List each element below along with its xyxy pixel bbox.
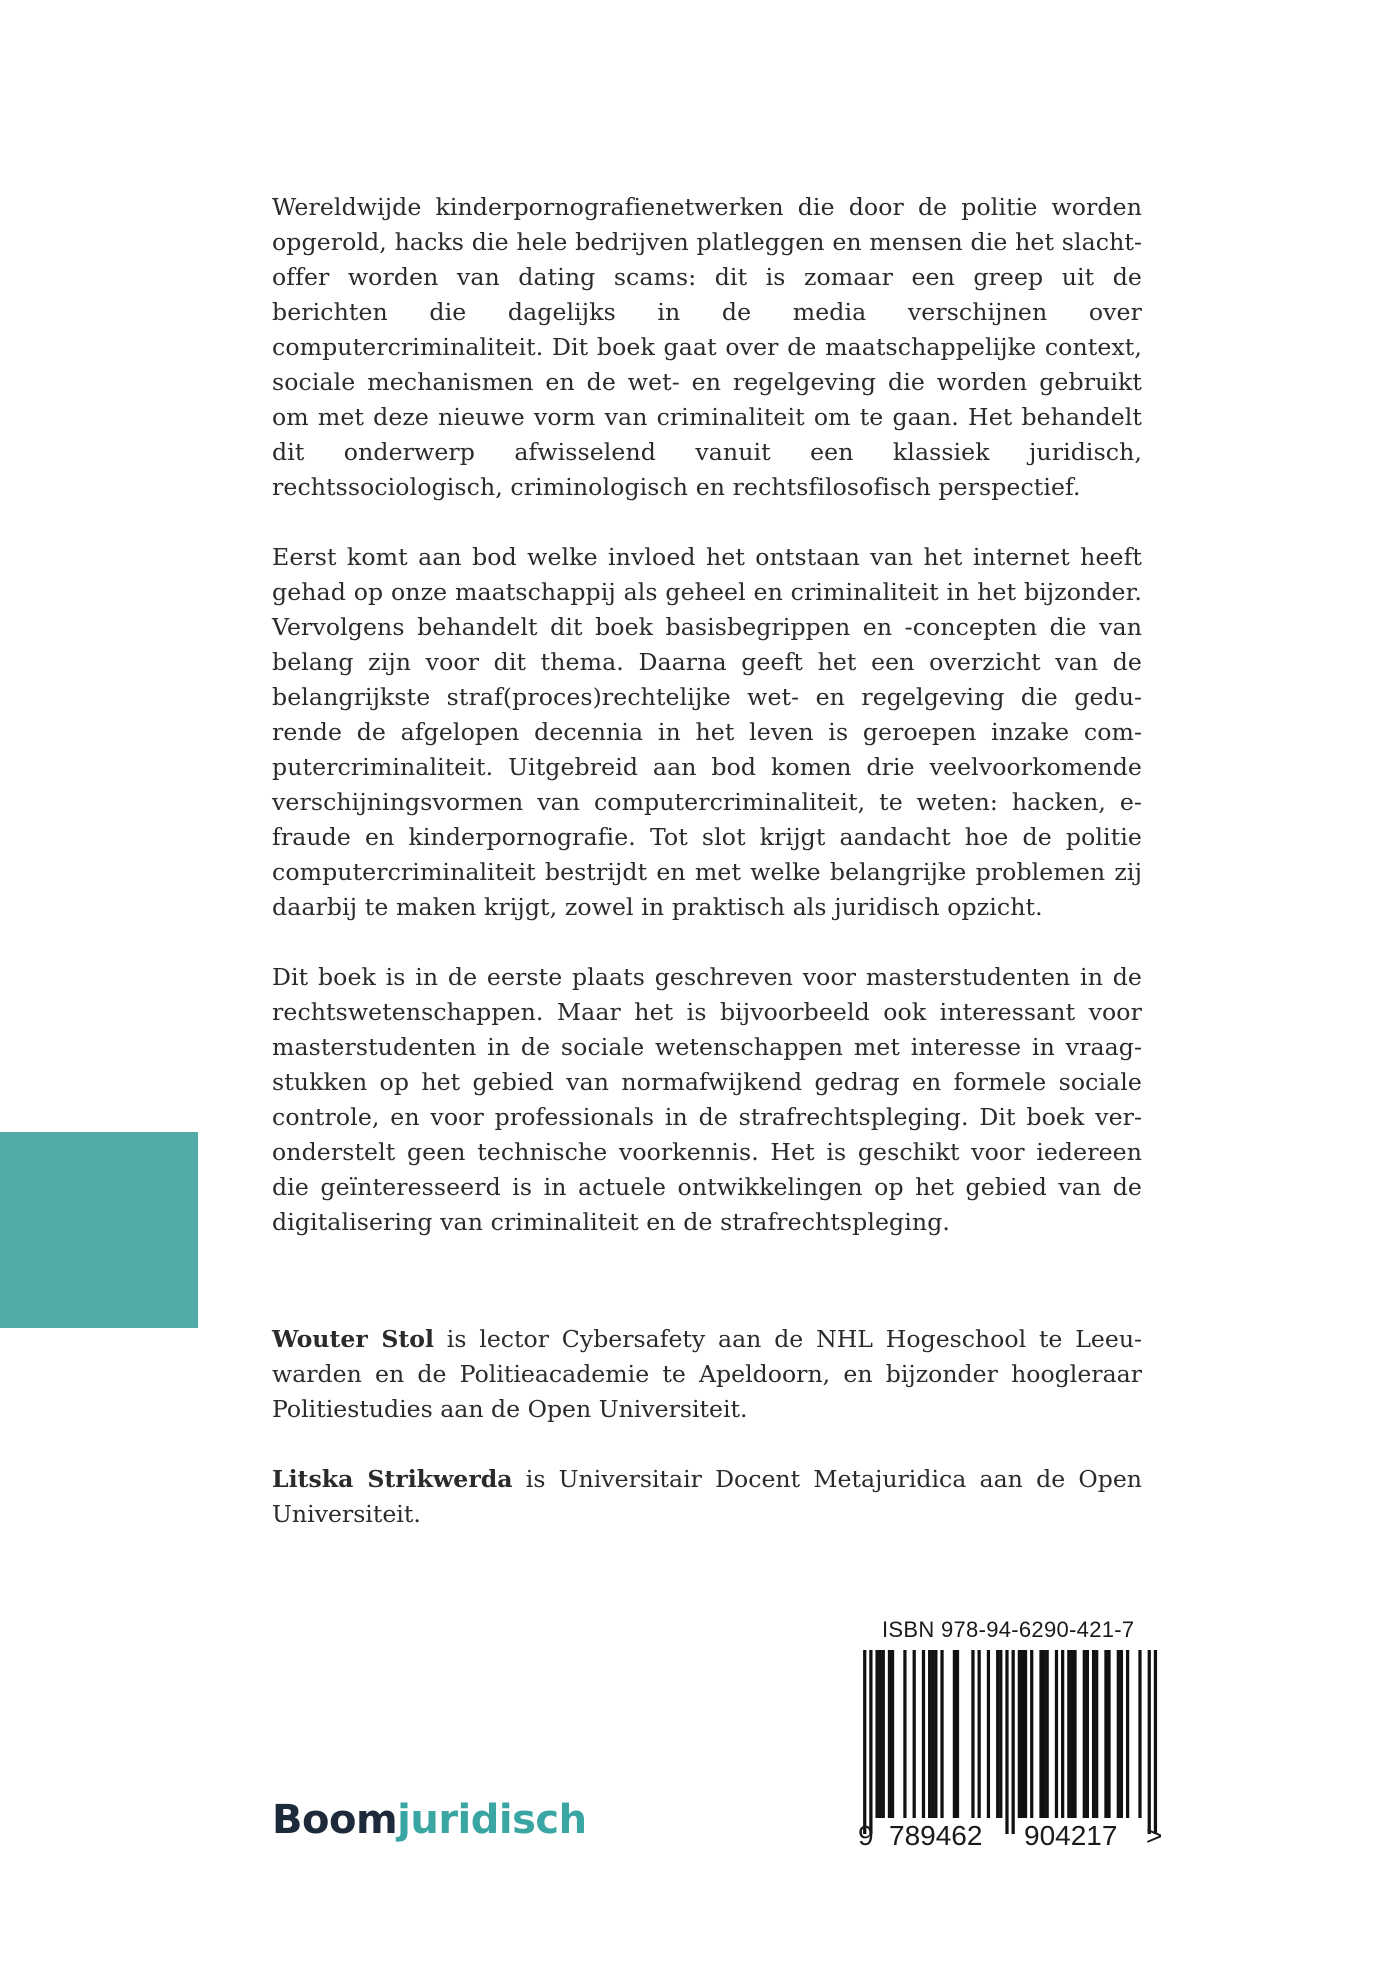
barcode-bar — [1120, 1650, 1123, 1818]
teal-accent-block — [0, 1132, 198, 1328]
barcode-bar — [971, 1650, 974, 1818]
barcode-bar — [1138, 1650, 1141, 1818]
author-bio-1 — [272, 1322, 1142, 1427]
barcode-bar — [1042, 1650, 1045, 1818]
barcode-bar — [931, 1650, 934, 1818]
barcode-bar — [1012, 1650, 1015, 1834]
barcode-bar — [934, 1650, 937, 1818]
barcode-bar — [987, 1650, 990, 1818]
barcode-bar — [1024, 1650, 1027, 1818]
barcode-digits-group-1: 789462 — [889, 1820, 983, 1851]
barcode-bar — [882, 1650, 885, 1818]
author-bio-text-1: is lector Cybersafety aan de NHL Hogeschool te Leeuwarden en de Politieacademie te Apeldoorn, en bijzonder hoogleraar Politiestudies aan de Open Universiteit. — [272, 1325, 1142, 1423]
blurb-text — [272, 190, 1142, 1275]
publisher-logo-juridisch: juridisch — [397, 1797, 587, 1843]
barcode-bar — [903, 1650, 906, 1818]
blurb-paragraph-1: Wereldwijde kinderpornografienetwerken die door de politie worden opgerold, hacks die hele bedrijven platleggen en mensen die het slachtoffer worden van dating scams: dit is zomaar een greep uit de berichten die dagelijks in de media verschijnen over computercriminaliteit. Dit boek gaat over de maatschappelijke context, sociale mechanismen en de wet- en regelgeving die worden gebruikt om met deze nieuwe vorm van criminaliteit om te gaan. Het behandelt dit onderwerp afwisselend vanuit een klassiek juridisch, rechtssociologisch, criminologisch en rechtsfilosofisch perspectief. — [272, 193, 1142, 501]
barcode-bar — [1104, 1650, 1107, 1818]
barcode-bar — [1126, 1650, 1129, 1818]
barcode-bar — [1030, 1650, 1033, 1818]
isbn-barcode — [860, 1650, 1160, 1834]
barcode-bar — [891, 1650, 894, 1818]
author-bio-2 — [272, 1462, 1142, 1532]
barcode-bar — [1021, 1650, 1024, 1818]
barcode-bar — [956, 1650, 959, 1818]
barcode-bar — [1148, 1650, 1151, 1834]
barcode-bar — [869, 1650, 872, 1834]
publisher-logo-boom: Boom — [272, 1797, 398, 1843]
barcode-bar — [1107, 1650, 1110, 1818]
barcode-bar — [1070, 1650, 1073, 1818]
barcode-bar — [1018, 1650, 1021, 1818]
barcode-digits-group-2: 904217 — [1024, 1820, 1118, 1851]
barcode-bar — [1055, 1650, 1058, 1818]
barcode-bar — [1067, 1650, 1070, 1818]
author-name-2: Litska Strikwerda — [272, 1465, 513, 1493]
barcode-bar — [1154, 1650, 1157, 1834]
barcode-bar — [1095, 1650, 1098, 1818]
barcode-bar — [1046, 1650, 1049, 1818]
barcode-bar — [996, 1650, 999, 1818]
barcode-bar — [1073, 1650, 1076, 1818]
author-name-1: Wouter Stol — [272, 1325, 434, 1353]
barcode-bar — [1092, 1650, 1095, 1818]
barcode-bar — [1083, 1650, 1086, 1818]
barcode-bar — [888, 1650, 891, 1818]
barcode-bar — [1086, 1650, 1089, 1818]
barcode-bar — [863, 1650, 866, 1834]
publisher-logo — [272, 1797, 587, 1843]
barcode-bar — [913, 1650, 916, 1818]
blurb-paragraph-3: Dit boek is in de eerste plaats geschreven voor masterstudenten in de rechtswetenschappen. Maar het is bijvoorbeeld ook interessant voor masterstudenten in de sociale wetenschappen met interesse in vraagstukken op het gebied van normafwijkend gedrag en formele sociale controle, en voor professionals in de strafrechtspleging. Dit boek veronderstelt geen technische voorkennis. Het is geschikt voor iedereen die geïnteresseerd is in actuele ontwikkelingen op het gebied van de digitalisering van criminaliteit en de strafrechtspleging. — [272, 963, 1142, 1236]
barcode-bar — [1117, 1650, 1120, 1818]
barcode-digit-first: 9 — [858, 1820, 874, 1851]
isbn-label: ISBN 978-94-6290-421-7 — [882, 1617, 1135, 1642]
barcode-bar — [940, 1650, 943, 1818]
barcode-bar — [953, 1650, 956, 1818]
barcode-bar — [999, 1650, 1002, 1818]
author-bios — [272, 1322, 1142, 1567]
author-bio-text-2: is Universitair Docent Metajuridica aan de Open Universiteit. — [272, 1465, 1142, 1528]
barcode-bar — [922, 1650, 925, 1818]
barcode-bar — [1039, 1650, 1042, 1818]
barcode-bar — [879, 1650, 882, 1818]
barcode-arrow: > — [1146, 1820, 1163, 1851]
barcode-bar — [875, 1650, 878, 1818]
barcode-bar — [1061, 1650, 1064, 1818]
barcode-bar — [1005, 1650, 1008, 1834]
barcode-bar — [928, 1650, 931, 1818]
barcode-bar — [978, 1650, 981, 1818]
blurb-paragraph-2: Eerst komt aan bod welke invloed het ontstaan van het internet heeft gehad op onze maatschappij als geheel en criminaliteit in het bijzonder. Vervolgens behandelt dit boek basisbegrippen en -concepten die van belang zijn voor dit thema. Daarna geeft het een overzicht van de belangrijkste straf(proces)rechtelijke wet- en regelgeving die gedurende de afgelopen decennia in het leven is geroepen inzake computercriminaliteit. Uitgebreid aan bod komen drie veelvoorkomende verschijningsvormen van computercriminaliteit, te weten: hacken, e-fraude en kinderpornografie. Tot slot krijgt aandacht hoe de politie computercriminaliteit bestrijdt en met welke belangrijke problemen zij daarbij te maken krijgt, zowel in praktisch als juridisch opzicht. — [272, 543, 1142, 921]
